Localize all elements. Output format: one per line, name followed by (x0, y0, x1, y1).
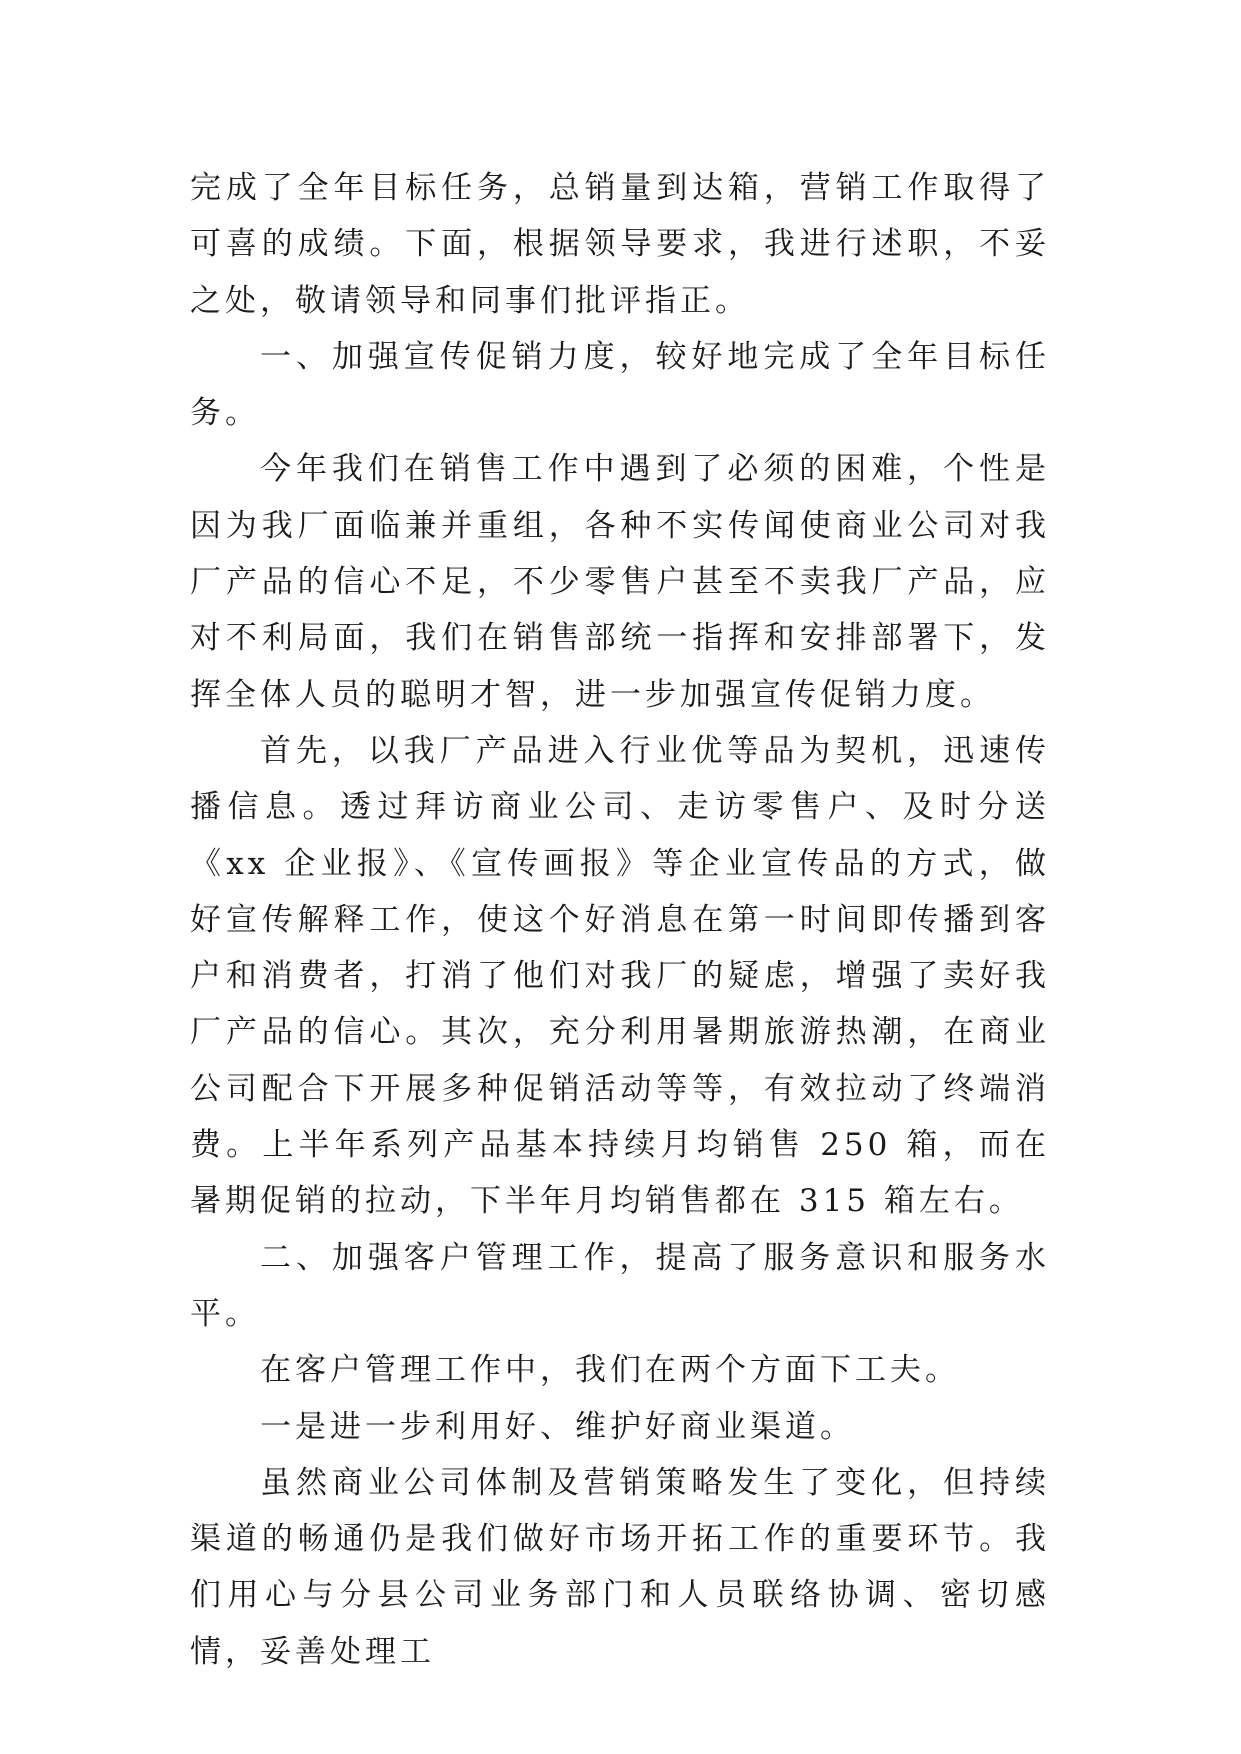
section-heading-customer-management: 二、加强客户管理工作，提高了服务意识和服务水平。 (190, 1239, 1050, 1332)
paragraph-difficulties: 今年我们在销售工作中遇到了必须的困难，个性是因为我厂面临兼并重组，各种不实传闻使商业公司对我厂产品的信心不足，不少零售户甚至不卖我厂产品，应对不利局面，我们在销售部统一指挥和安排部署下，发挥全体人员的聪明才智，进一步加强宣传促销力度。 (190, 451, 1050, 713)
section-heading-promotion: 一、加强宣传促销力度，较好地完成了全年目标任务。 (190, 338, 1050, 432)
paragraph-two-aspects: 在客户管理工作中，我们在两个方面下工夫。 (260, 1352, 960, 1389)
paragraph-point-one: 一是进一步利用好、维护好商业渠道。 (260, 1408, 855, 1445)
paragraph-measures: 首先，以我厂产品进入行业优等品为契机，迅速传播信息。透过拜访商业公司、走访零售户、及时分送《xx 企业报》、《宣传画报》等企业宣传品的方式，做好宣传解释工作，使这个好消息在第一时间即传播到客户和消费者，打消了他们对我厂的疑虑，增强了卖好我厂产品的信心。其次，充分利用暑期旅游热潮，在商业公司配合下开展多种促销活动等等，有效拉动了终端消费。上半年系列产品基本持续月均销售 250 箱，而在暑期促销的拉动，下半年月均销售都在 315 箱左右。 (190, 732, 1050, 1220)
paragraph-channels: 虽然商业公司体制及营销策略发生了变化，但持续渠道的畅通仍是我们做好市场开拓工作的重要环节。我们用心与分县公司业务部门和人员联络协调、密切感情，妥善处理工 (190, 1464, 1050, 1670)
paragraph-intro: 完成了全年目标任务，总销量到达箱，营销工作取得了可喜的成绩。下面，根据领导要求，我进行述职，不妥之处，敬请领导和同事们批评指正。 (190, 170, 1050, 319)
document-body (190, 160, 1050, 1680)
